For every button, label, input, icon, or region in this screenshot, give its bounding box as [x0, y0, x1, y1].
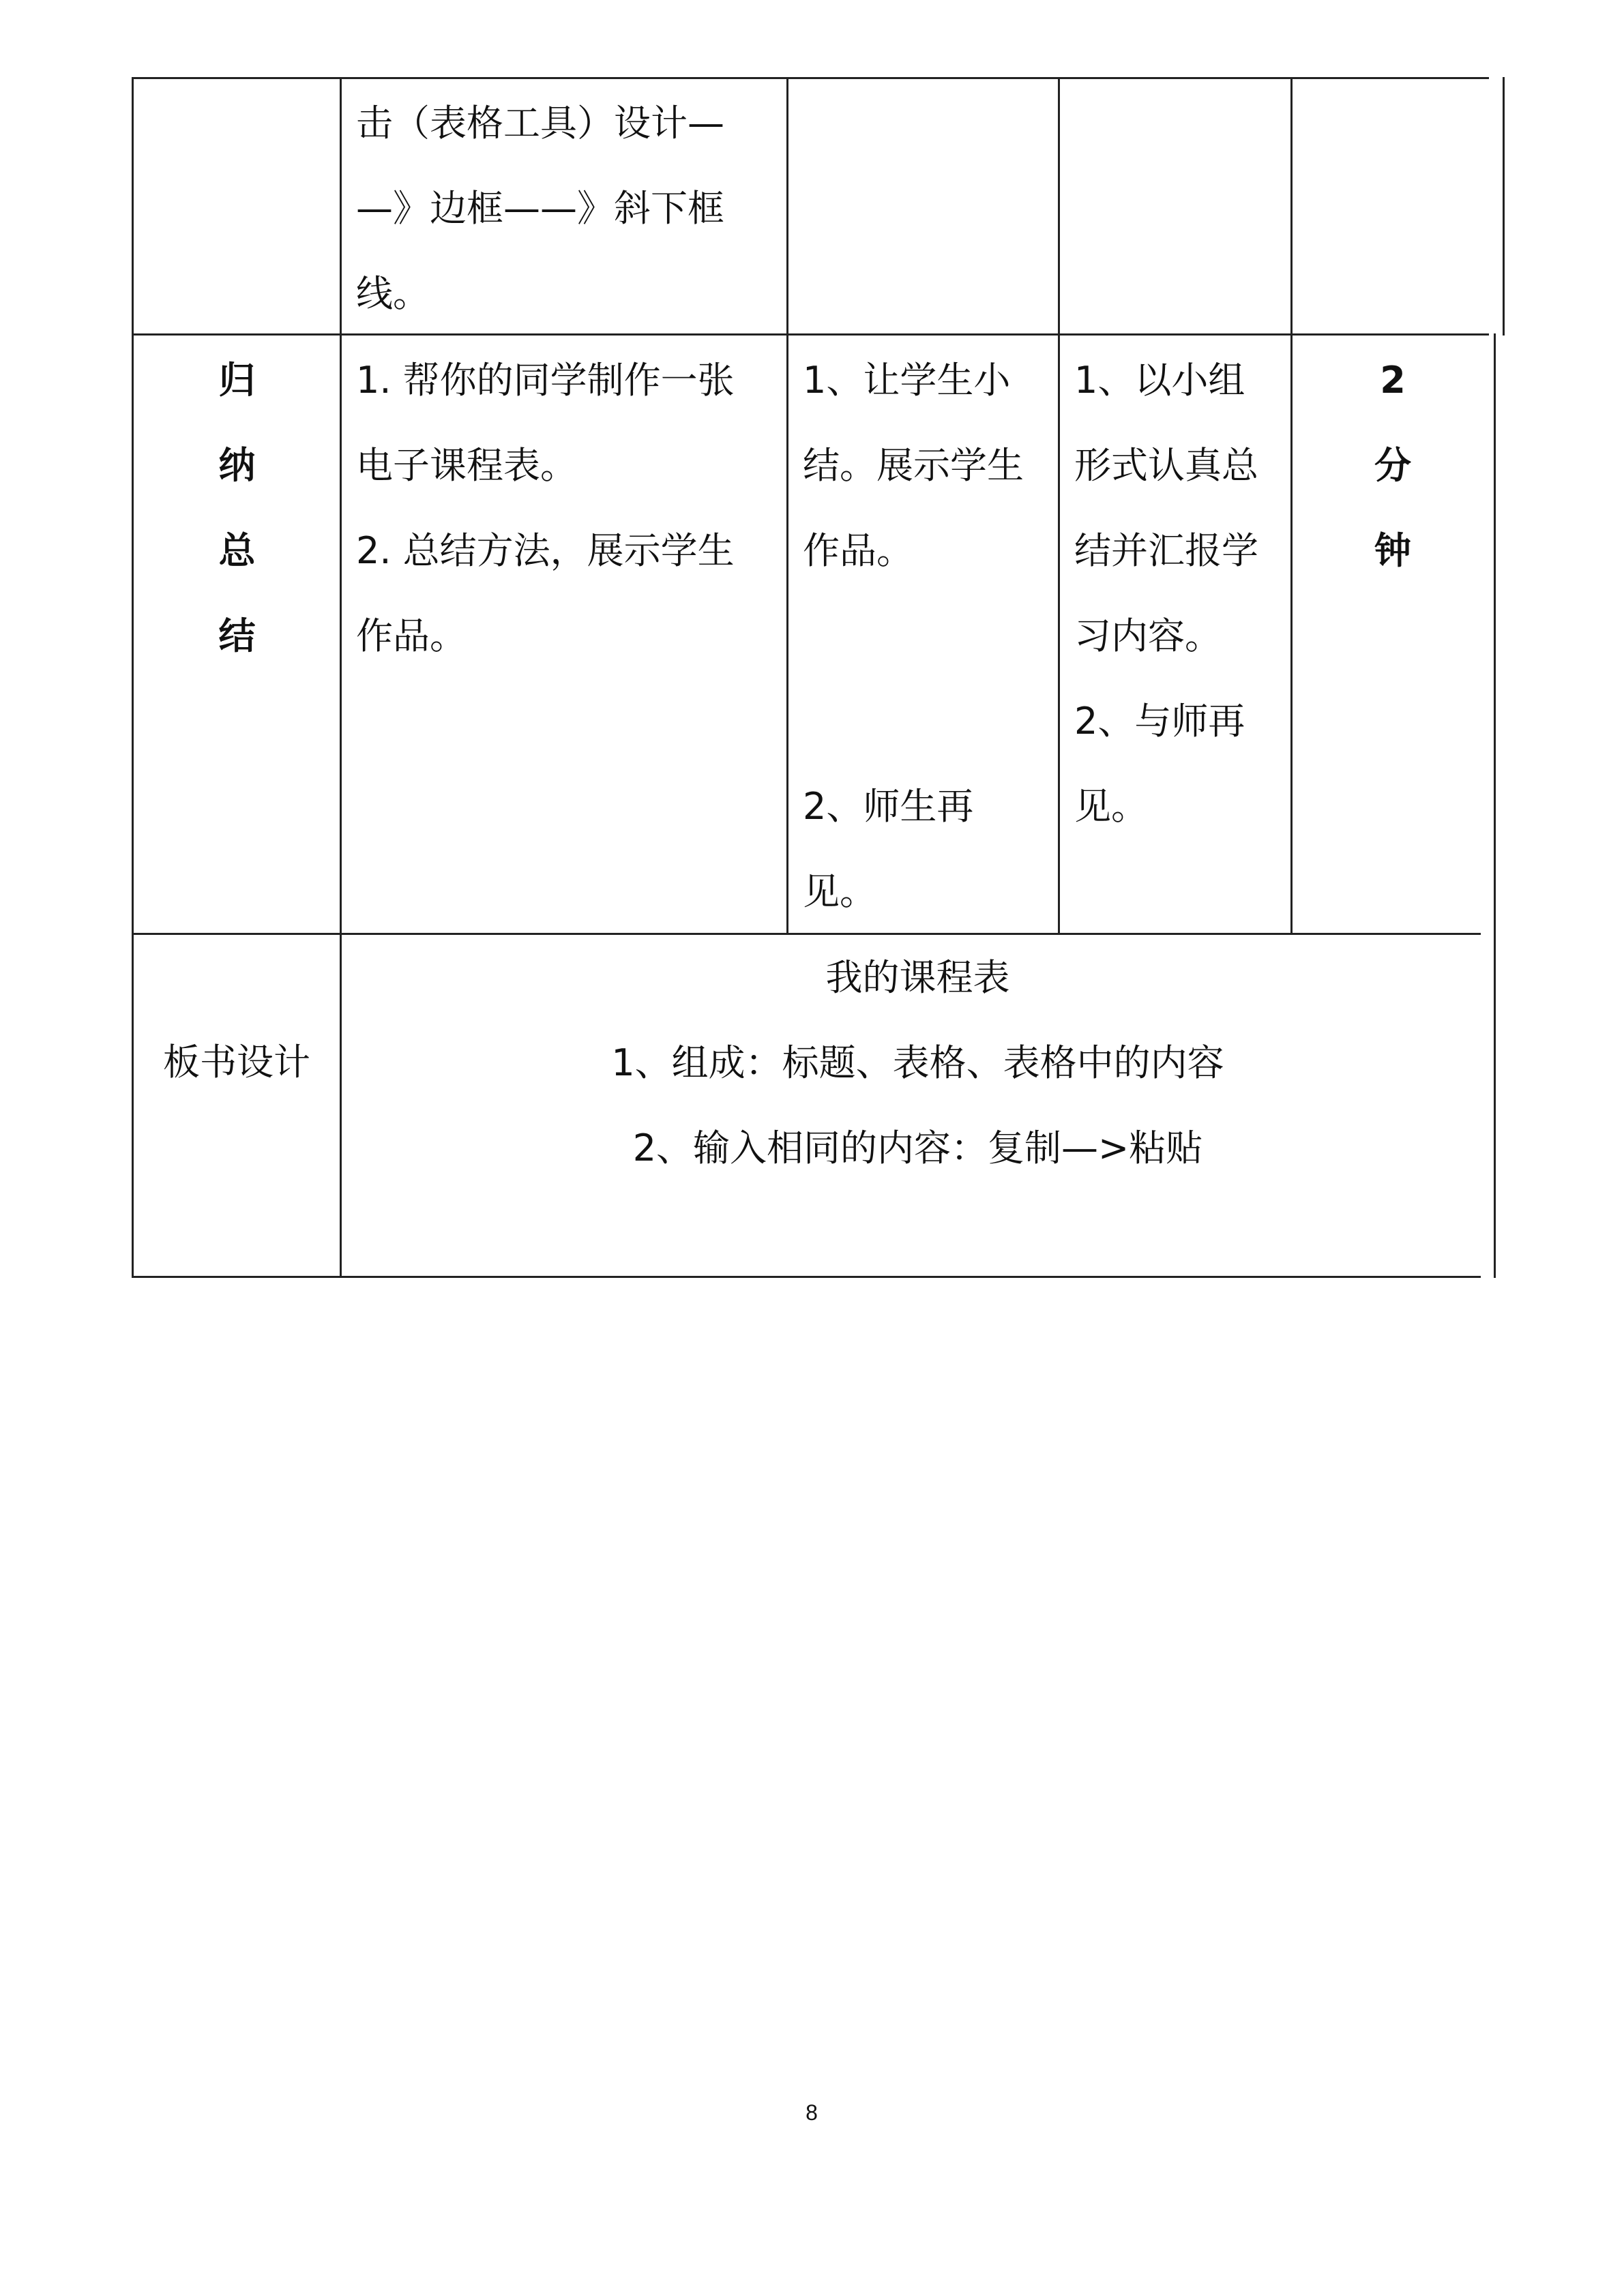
continued-content-cell — [356, 80, 724, 336]
stage-char: 归 — [218, 359, 256, 402]
teacher-line: 见。 — [803, 870, 876, 913]
teacher-activity-cell-part2 — [803, 764, 973, 934]
column-divider-2 — [786, 77, 788, 935]
summary-content-line: 作品。 — [356, 614, 467, 657]
continued-line: 线。 — [356, 272, 430, 315]
teacher-activity-cell — [803, 338, 1024, 593]
student-line: 见。 — [1074, 785, 1148, 828]
student-line: 结并汇报学 — [1074, 529, 1258, 572]
student-line: 2、与师再 — [1074, 700, 1245, 743]
teacher-line: 结。展示学生 — [803, 444, 1024, 487]
student-line: 习内容。 — [1074, 614, 1222, 657]
table-right-border — [1494, 333, 1496, 1278]
stage-char: 总 — [218, 529, 256, 572]
time-char: 分 — [1374, 444, 1411, 487]
teacher-line: 2、师生再 — [803, 785, 974, 828]
table-bottom-border — [132, 1276, 1481, 1278]
board-line: 1、组成：标题、表格、表格中的内容 — [611, 1041, 1224, 1084]
board-line: 2、输入相同的内容：复制—>粘贴 — [632, 1127, 1203, 1169]
summary-content-cell — [356, 338, 735, 679]
board-design-content — [342, 935, 1494, 1191]
stage-char: 结 — [218, 614, 256, 657]
continued-line: —》边框——》斜下框 — [356, 187, 724, 230]
stage-char: 纳 — [218, 444, 256, 487]
summary-content-line: 电子课程表。 — [356, 444, 577, 487]
teacher-line: 1、让学生小 — [803, 359, 1011, 402]
summary-content-line: 2. 总结方法，展示学生 — [356, 529, 735, 572]
student-line: 1、以小组 — [1074, 359, 1245, 402]
summary-content-line: 1. 帮你的同学制作一张 — [356, 359, 735, 402]
row-divider-1 — [132, 333, 1489, 336]
teacher-line: 作品。 — [803, 529, 913, 572]
board-line: 我的课程表 — [825, 956, 1010, 999]
student-line: 形式认真总 — [1074, 444, 1258, 487]
time-char: 2 — [1380, 359, 1406, 402]
continued-line: 击（表格工具）设计— — [356, 102, 724, 145]
time-char: 钟 — [1374, 529, 1411, 572]
column-divider-4 — [1290, 77, 1293, 935]
time-cell — [1359, 338, 1427, 593]
student-activity-cell — [1074, 338, 1258, 849]
column-divider-3 — [1058, 77, 1060, 935]
board-design-label: 板书设计 — [163, 1041, 310, 1084]
table-top-border — [132, 77, 1489, 79]
page-number: 8 — [806, 2100, 818, 2125]
stage-label-cell — [205, 338, 269, 679]
table-right-border-top — [1503, 77, 1505, 336]
